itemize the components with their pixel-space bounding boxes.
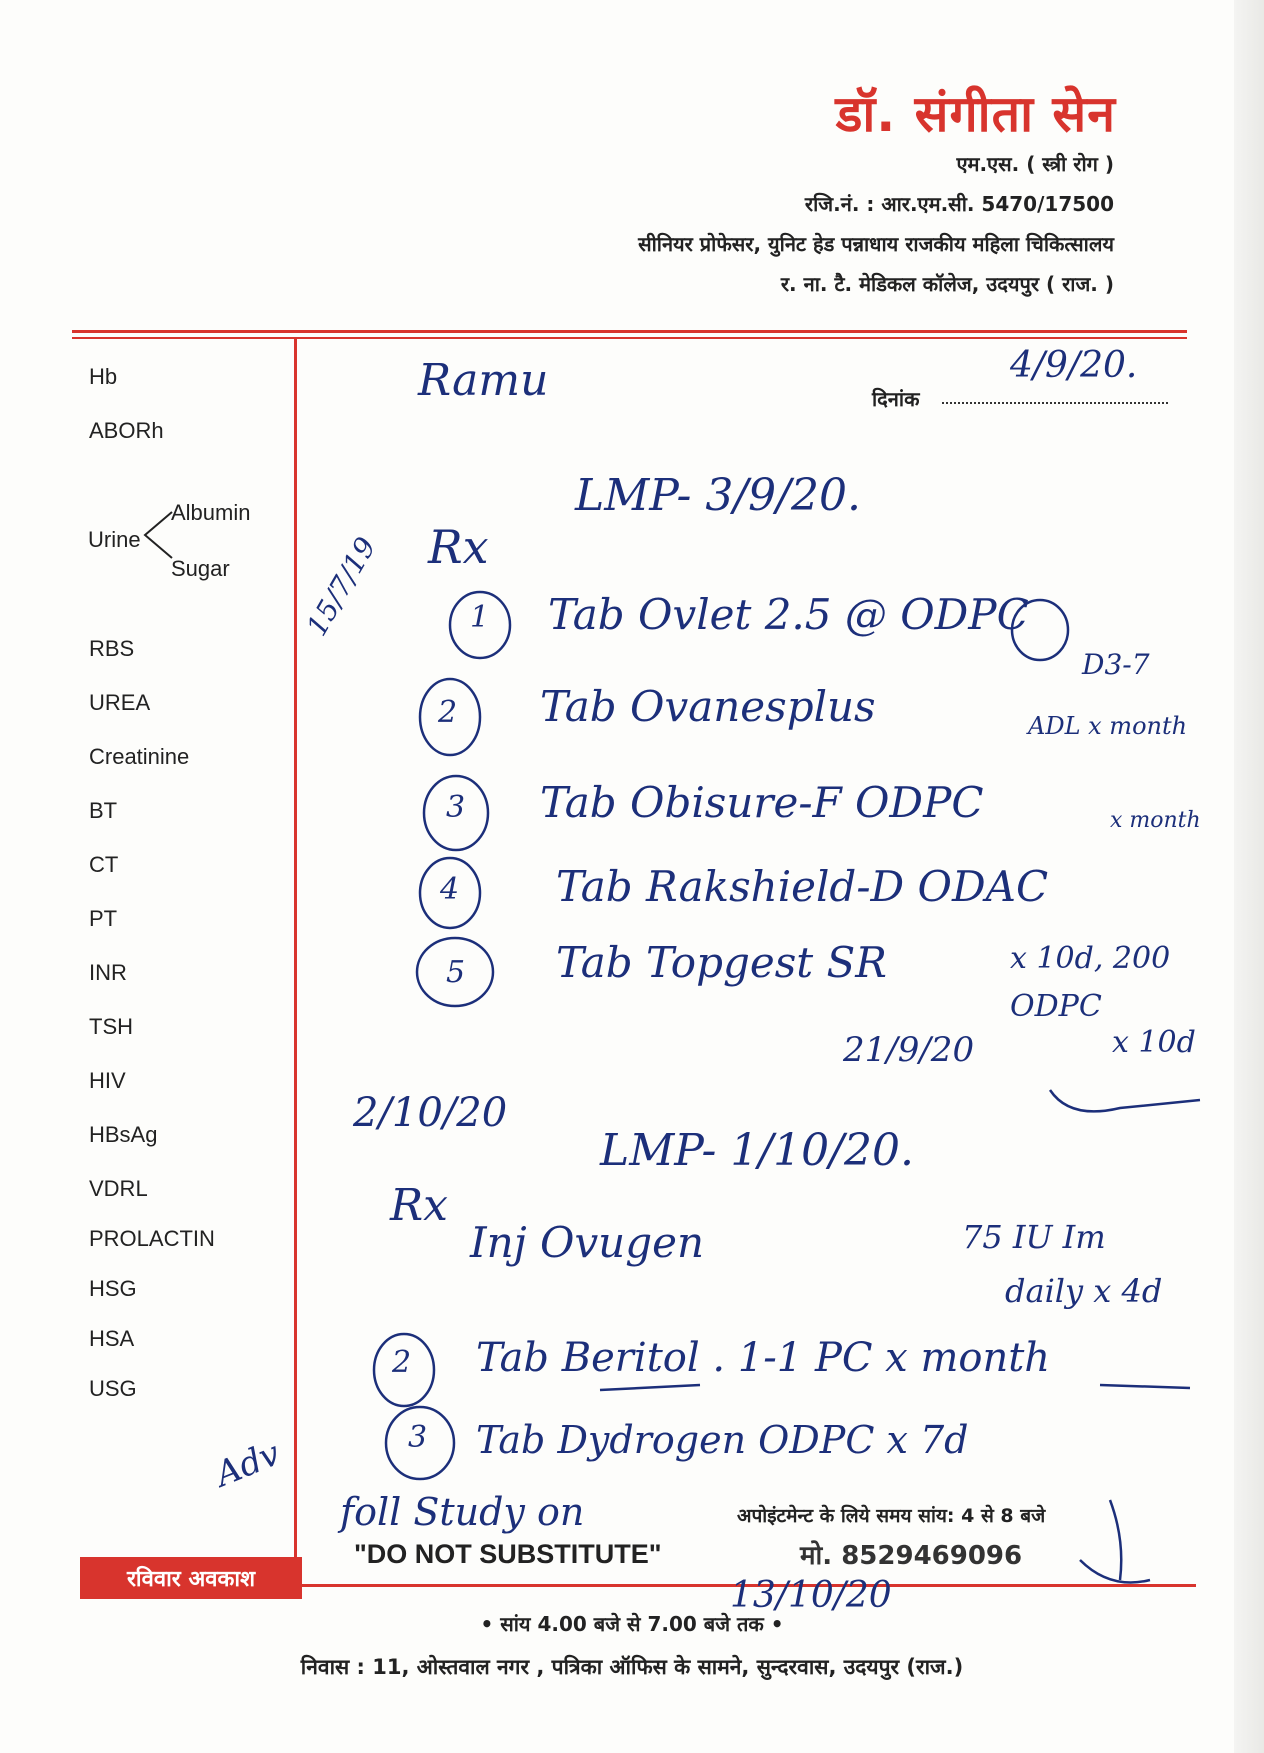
hw-rx-2: Rx <box>390 1180 448 1231</box>
hw-item3-duration: x month <box>1110 808 1201 833</box>
hw-note-date: 21/9/20 <box>843 1030 975 1070</box>
hw-follicle-date: 13/10/20 <box>730 1575 892 1616</box>
date-dotted-line <box>942 402 1168 404</box>
hw-item2-number: 2 <box>438 695 458 730</box>
test-usg: USG <box>89 1376 137 1401</box>
registration-number: रजि.नं. : आर.एम.सी. 5470/17500 <box>804 192 1114 216</box>
hw-injection: Inj Ovugen <box>470 1218 705 1267</box>
sunday-off-badge: रविवार अवकाश <box>80 1557 302 1599</box>
test-aborh: ABORh <box>89 418 164 443</box>
hw-item2-dose: ADL x month <box>1028 712 1188 740</box>
header-rule-bottom <box>72 337 1187 339</box>
hw-item2: Tab Ovanesplus <box>540 682 876 731</box>
test-creatinine: Creatinine <box>89 744 190 769</box>
hw-item6: Tab Beritol . 1-1 PC x month <box>476 1335 1051 1381</box>
hw-item1: Tab Ovlet 2.5 @ ODPC <box>548 590 1029 639</box>
clinic-hours: • सांय 4.00 बजे से 7.00 बजे तक • <box>480 1612 784 1636</box>
hw-item3-number: 3 <box>446 790 466 825</box>
doctor-name: डॉ. संगीता सेन <box>835 85 1116 143</box>
hw-note-duration: x 10d <box>1112 1025 1196 1060</box>
appointment-time: अपोइंटमेन्ट के लिये समय सांय: 4 से 8 बजे <box>737 1505 1046 1527</box>
hw-rx-1: Rx <box>428 520 489 574</box>
test-ct: CT <box>89 852 119 877</box>
hw-follicle-study: foll Study on <box>340 1490 585 1534</box>
hw-item5-dose: x 10d, 200 ODPC <box>1010 941 1171 1024</box>
hw-item5-number: 5 <box>446 955 466 990</box>
hw-item4: Tab Rakshield-D ODAC <box>556 862 1049 911</box>
header-rule-top <box>72 330 1187 333</box>
hw-item7-number: 3 <box>408 1420 428 1455</box>
hw-item6-number: 2 <box>392 1345 412 1380</box>
hw-item5: Tab Topgest SR <box>556 938 887 987</box>
test-prolactin: PROLACTIN <box>89 1226 215 1251</box>
hw-advice: Adv <box>210 1433 286 1496</box>
hw-lmp-2: LMP- 1/10/20. <box>600 1125 914 1176</box>
test-bt: BT <box>89 798 118 823</box>
test-hb: Hb <box>89 364 118 389</box>
hw-item7: Tab Dydrogen ODPC x 7d <box>476 1418 969 1462</box>
hw-item3: Tab Obisure-F ODPC <box>540 778 984 827</box>
mobile-number: मो. 8529469096 <box>800 1541 1023 1571</box>
test-hsa: HSA <box>89 1326 135 1351</box>
test-hiv: HIV <box>89 1068 126 1093</box>
college: र. ना. टै. मेडिकल कॉलेज, उदयपुर ( राज. ) <box>780 272 1114 296</box>
hw-lmp-1: LMP- 3/9/20. <box>575 470 861 521</box>
test-tsh: TSH <box>89 1014 133 1039</box>
residence-address: निवास : 11, ओस्तवाल नगर , पत्रिका ऑफिस के सामने, सुन्दरवास, उदयपुर (राज.) <box>300 1655 964 1679</box>
test-hbsag: HBsAg <box>89 1122 158 1147</box>
column-divider <box>294 339 297 1584</box>
test-urine: Urine <box>88 527 141 552</box>
designation: सीनियर प्रोफेसर, युनिट हेड पन्नाधाय राजकीय महिला चिकित्सालय <box>638 232 1114 256</box>
hw-date: 4/9/20. <box>1010 345 1138 386</box>
test-pt: PT <box>89 906 118 931</box>
hw-injection-schedule: daily x 4d <box>1005 1272 1163 1310</box>
test-sugar: Sugar <box>171 556 230 581</box>
hw-followup-date: 2/10/20 <box>353 1090 508 1136</box>
hw-side-date: 15/7/19 <box>300 531 383 642</box>
do-not-substitute: "DO NOT SUBSTITUTE" <box>354 1539 662 1569</box>
hw-item4-number: 4 <box>440 872 460 907</box>
hw-patient-name: Ramu <box>418 355 549 406</box>
date-label: दिनांक <box>872 387 920 411</box>
paper-edge <box>1234 0 1264 1753</box>
hw-item1-duration: D3-7 <box>1082 648 1150 681</box>
hw-injection-dose: 75 IU Im <box>962 1218 1106 1256</box>
qualification: एम.एस. ( स्त्री रोग ) <box>956 152 1114 176</box>
test-albumin: Albumin <box>171 500 251 525</box>
test-rbs: RBS <box>89 636 135 661</box>
hw-item1-number: 1 <box>470 600 490 635</box>
test-hsg: HSG <box>89 1276 137 1301</box>
urine-brace-icon <box>142 510 174 560</box>
test-inr: INR <box>89 960 127 985</box>
test-urea: UREA <box>89 690 151 715</box>
test-vdrl: VDRL <box>89 1176 148 1201</box>
